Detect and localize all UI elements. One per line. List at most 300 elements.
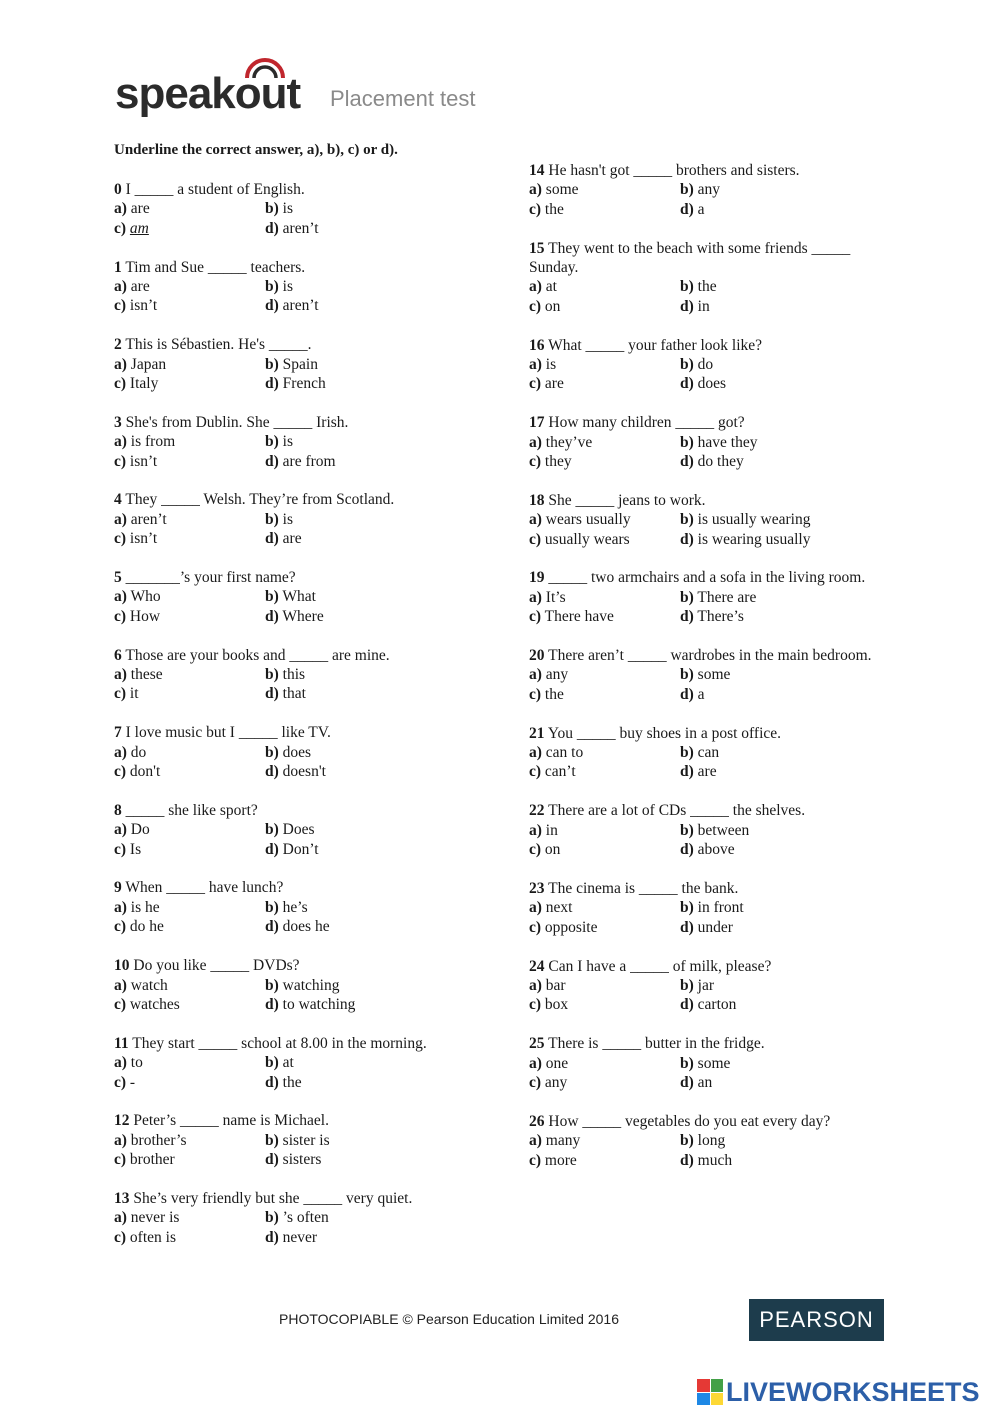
answer-option-b[interactable] xyxy=(265,432,465,451)
answer-option-d[interactable] xyxy=(680,530,880,549)
option-label: a) xyxy=(529,1132,542,1150)
option-text: don't xyxy=(129,763,161,781)
question-prompt: She's from Dublin. She _____ Irish. xyxy=(125,413,349,431)
option-text: Italy xyxy=(129,375,159,393)
option-label: a) xyxy=(114,743,127,761)
answer-options xyxy=(114,510,474,549)
answer-option-b[interactable] xyxy=(680,821,880,840)
answer-option-d[interactable] xyxy=(680,1151,880,1170)
answer-option-c[interactable] xyxy=(114,762,265,781)
answer-option-c[interactable] xyxy=(529,1073,680,1092)
option-label: c) xyxy=(529,608,542,626)
option-label: b) xyxy=(680,899,694,917)
answer-option-d[interactable] xyxy=(265,917,465,936)
question-item xyxy=(114,723,474,781)
answer-option-a[interactable] xyxy=(529,510,680,529)
question-number: 22 xyxy=(529,802,545,820)
answer-option-b[interactable] xyxy=(680,665,880,684)
answer-option-c[interactable] xyxy=(529,685,680,704)
option-label: b) xyxy=(680,278,694,296)
answer-option-c[interactable] xyxy=(114,452,265,471)
option-label: a) xyxy=(529,744,542,762)
option-label: d) xyxy=(265,219,279,237)
answer-option-a[interactable] xyxy=(529,898,680,917)
answer-option-b[interactable] xyxy=(265,510,465,529)
option-text: next xyxy=(545,899,573,917)
answer-option-c[interactable] xyxy=(529,530,680,549)
option-label: d) xyxy=(265,607,279,625)
answer-options xyxy=(529,433,889,472)
answer-option-d[interactable] xyxy=(265,1073,465,1092)
option-text: is from xyxy=(130,433,176,451)
option-label: a) xyxy=(529,976,542,994)
answer-option-a[interactable] xyxy=(529,821,680,840)
option-text: Who xyxy=(130,588,161,606)
question-prompt: Do you like _____ DVDs? xyxy=(133,957,300,975)
question-number: 9 xyxy=(114,879,122,897)
question-item xyxy=(114,878,474,936)
answer-option-b[interactable] xyxy=(265,587,465,606)
option-text: can to xyxy=(545,744,584,762)
answer-option-d[interactable] xyxy=(265,840,465,859)
watermark-text: LIVEWORKSHEETS xyxy=(726,1376,980,1407)
answer-options xyxy=(529,510,889,549)
option-text: these xyxy=(130,666,163,684)
answer-option-b[interactable] xyxy=(680,510,880,529)
question-prompt: She’s very friendly but she _____ very quiet. xyxy=(133,1189,413,1207)
answer-option-a[interactable] xyxy=(114,1131,265,1150)
answer-option-b[interactable] xyxy=(680,1054,880,1073)
answer-option-d[interactable] xyxy=(680,840,880,859)
answer-option-c[interactable] xyxy=(114,840,265,859)
option-text: a xyxy=(697,200,705,218)
answer-option-d[interactable] xyxy=(680,607,880,626)
answer-option-a[interactable] xyxy=(529,433,680,452)
answer-option-a[interactable] xyxy=(114,976,265,995)
option-label: c) xyxy=(114,918,127,936)
answer-options xyxy=(114,665,474,704)
question-text xyxy=(114,1034,474,1053)
answer-option-a[interactable] xyxy=(114,665,265,684)
answer-option-b[interactable] xyxy=(680,277,880,296)
answer-option-c[interactable] xyxy=(529,918,680,937)
question-text xyxy=(529,801,889,820)
question-prompt: I _____ a student of English. xyxy=(125,181,305,198)
option-label: b) xyxy=(265,666,279,684)
option-label: d) xyxy=(265,1228,279,1246)
option-label: a) xyxy=(529,356,542,374)
answer-option-c[interactable] xyxy=(529,374,680,393)
option-label: b) xyxy=(680,433,694,451)
option-text: any xyxy=(697,181,721,199)
option-text: never xyxy=(282,1228,318,1246)
answer-option-a[interactable] xyxy=(529,1131,680,1150)
answer-option-a[interactable] xyxy=(114,432,265,451)
answer-option-d[interactable] xyxy=(680,200,880,219)
option-text: Don’t xyxy=(282,840,319,858)
option-label: d) xyxy=(265,840,279,858)
option-text: bar xyxy=(545,976,566,994)
option-label: c) xyxy=(529,841,542,859)
answer-options xyxy=(114,1131,474,1170)
option-text: at xyxy=(282,1054,294,1072)
option-label: a) xyxy=(114,976,127,994)
answer-option-c[interactable] xyxy=(529,297,680,316)
option-label: a) xyxy=(114,278,127,296)
question-number: 26 xyxy=(529,1112,545,1130)
question-number: 3 xyxy=(114,413,122,431)
answer-option-b[interactable] xyxy=(680,180,880,199)
answer-option-d[interactable] xyxy=(265,684,465,703)
question-item xyxy=(529,724,889,782)
option-label: a) xyxy=(114,355,127,373)
option-label: a) xyxy=(529,278,542,296)
answer-option-a[interactable] xyxy=(114,277,265,296)
answer-option-c[interactable] xyxy=(114,1073,265,1092)
option-label: a) xyxy=(114,1209,127,1227)
answer-option-d[interactable] xyxy=(265,452,465,471)
answer-option-d[interactable] xyxy=(265,219,465,238)
answer-option-d[interactable] xyxy=(680,685,880,704)
answer-option-a[interactable] xyxy=(529,277,680,296)
question-number: 8 xyxy=(114,801,122,819)
question-number: 10 xyxy=(114,957,130,975)
answer-option-c[interactable] xyxy=(114,607,265,626)
option-label: d) xyxy=(265,918,279,936)
answer-option-d[interactable] xyxy=(265,762,465,781)
answer-option-d[interactable] xyxy=(265,374,465,393)
answer-option-d[interactable] xyxy=(680,1073,880,1092)
answer-option-b[interactable] xyxy=(680,588,880,607)
option-label: d) xyxy=(265,995,279,1013)
answer-option-b[interactable] xyxy=(680,898,880,917)
option-label: c) xyxy=(114,452,127,470)
answer-option-d[interactable] xyxy=(680,918,880,937)
option-text: brother xyxy=(129,1151,175,1169)
option-label: a) xyxy=(529,666,542,684)
question-text xyxy=(114,258,474,277)
answer-option-b[interactable] xyxy=(265,1053,465,1072)
option-text: are xyxy=(697,763,717,781)
answer-option-d[interactable] xyxy=(265,995,465,1014)
option-text: is wearing usually xyxy=(697,530,811,548)
answer-option-b[interactable] xyxy=(680,743,880,762)
answer-option-c[interactable] xyxy=(529,452,680,471)
option-text: aren’t xyxy=(282,297,319,315)
option-text: watches xyxy=(129,995,180,1013)
option-label: d) xyxy=(680,530,694,548)
answer-option-d[interactable] xyxy=(265,1150,465,1169)
option-label: b) xyxy=(265,588,279,606)
answer-options xyxy=(114,199,474,238)
option-label: c) xyxy=(529,763,542,781)
option-label: d) xyxy=(265,763,279,781)
option-label: a) xyxy=(529,511,542,529)
answer-options xyxy=(114,820,474,859)
option-label: c) xyxy=(529,453,542,471)
option-label: d) xyxy=(680,297,694,315)
question-prompt: There aren’t _____ wardrobes in the main bedroom. xyxy=(548,647,872,665)
answer-option-c[interactable] xyxy=(529,200,680,219)
answer-option-d[interactable] xyxy=(265,607,465,626)
question-item xyxy=(529,491,889,549)
question-text xyxy=(114,956,474,975)
question-number: 0 xyxy=(114,181,122,198)
option-text: There have xyxy=(544,608,614,626)
option-text: the xyxy=(544,685,564,703)
answer-option-c[interactable] xyxy=(529,1151,680,1170)
option-label: c) xyxy=(529,375,542,393)
answer-options xyxy=(114,355,474,394)
option-text: some xyxy=(697,1054,731,1072)
option-text: Is xyxy=(129,840,142,858)
answer-option-d[interactable] xyxy=(265,1228,465,1247)
option-text: between xyxy=(697,821,750,839)
answer-option-b[interactable] xyxy=(680,355,880,374)
answer-option-c[interactable] xyxy=(114,1228,265,1247)
question-number: 13 xyxy=(114,1189,130,1207)
question-text xyxy=(114,413,474,432)
option-text: on xyxy=(544,297,561,315)
option-label: a) xyxy=(529,1054,542,1072)
answer-option-b[interactable] xyxy=(265,1208,465,1227)
question-number: 17 xyxy=(529,414,545,432)
option-label: d) xyxy=(265,685,279,703)
option-text: do he xyxy=(129,918,164,936)
answer-option-c[interactable] xyxy=(114,684,265,703)
answer-option-a[interactable] xyxy=(114,1053,265,1072)
option-text: isn’t xyxy=(129,452,158,470)
option-text: are xyxy=(544,375,564,393)
option-text: never is xyxy=(130,1209,180,1227)
question-number: 24 xyxy=(529,957,545,975)
answer-option-b[interactable] xyxy=(265,277,465,296)
option-text: box xyxy=(544,996,569,1014)
option-label: d) xyxy=(680,918,694,936)
option-label: d) xyxy=(680,996,694,1014)
answer-option-a[interactable] xyxy=(529,1054,680,1073)
option-text: There are xyxy=(697,588,757,606)
option-text: does he xyxy=(282,918,330,936)
answer-option-c[interactable] xyxy=(114,296,265,315)
question-prompt: You _____ buy shoes in a post office. xyxy=(547,724,782,742)
option-text: in xyxy=(545,821,558,839)
answer-option-a[interactable] xyxy=(529,976,680,995)
option-label: c) xyxy=(529,996,542,1014)
option-label: c) xyxy=(529,918,542,936)
answer-option-d[interactable] xyxy=(265,296,465,315)
option-label: b) xyxy=(265,510,279,528)
answer-option-a[interactable] xyxy=(114,820,265,839)
option-text: can xyxy=(697,744,720,762)
answer-option-b[interactable] xyxy=(680,1131,880,1150)
answer-option-a[interactable] xyxy=(114,510,265,529)
question-item xyxy=(529,568,889,626)
option-text: they xyxy=(544,453,572,471)
answer-option-d[interactable] xyxy=(680,995,880,1014)
answer-option-b[interactable] xyxy=(265,820,465,839)
question-text xyxy=(529,724,889,743)
question-item xyxy=(114,646,474,704)
answer-option-a[interactable] xyxy=(529,355,680,374)
answer-option-c[interactable] xyxy=(114,917,265,936)
answer-options xyxy=(529,743,889,782)
answer-option-b[interactable] xyxy=(680,433,880,452)
option-text: are xyxy=(282,530,302,548)
answer-option-a[interactable] xyxy=(114,355,265,374)
question-text xyxy=(529,413,889,432)
question-number: 5 xyxy=(114,569,122,587)
question-text xyxy=(114,723,474,742)
question-text xyxy=(529,879,889,898)
question-number: 20 xyxy=(529,647,545,665)
option-label: d) xyxy=(680,1151,694,1169)
option-text: usually wears xyxy=(544,530,630,548)
answer-option-c[interactable] xyxy=(529,762,680,781)
question-prompt: The cinema is _____ the bank. xyxy=(548,879,739,897)
option-label: c) xyxy=(114,607,127,625)
question-item xyxy=(114,1034,474,1092)
answer-option-d[interactable] xyxy=(680,297,880,316)
option-text: are xyxy=(130,278,150,296)
option-label: c) xyxy=(529,1151,542,1169)
option-text: are from xyxy=(282,452,336,470)
answer-option-d[interactable] xyxy=(680,452,880,471)
answer-option-c[interactable] xyxy=(114,374,265,393)
answer-option-b[interactable] xyxy=(265,355,465,374)
instruction: Underline the correct answer, a), b), c) or d). xyxy=(114,142,398,158)
page-subtitle: Placement test xyxy=(330,86,476,111)
answer-options xyxy=(529,355,889,394)
answer-option-d[interactable] xyxy=(265,529,465,548)
option-text: the xyxy=(282,1073,302,1091)
answer-options xyxy=(114,898,474,937)
option-text: they’ve xyxy=(545,433,593,451)
question-item xyxy=(114,258,474,316)
answer-option-b[interactable] xyxy=(265,976,465,995)
option-label: c) xyxy=(114,763,127,781)
option-label: b) xyxy=(680,821,694,839)
option-text: in front xyxy=(697,899,744,917)
answer-options xyxy=(529,588,889,627)
option-text: he’s xyxy=(282,898,308,916)
answer-option-a[interactable] xyxy=(114,199,265,218)
answer-options xyxy=(529,180,889,219)
answer-option-c[interactable] xyxy=(529,607,680,626)
option-label: d) xyxy=(265,297,279,315)
option-text: at xyxy=(545,278,557,296)
option-text: aren’t xyxy=(282,219,319,237)
question-item xyxy=(114,180,474,238)
question-number: 6 xyxy=(114,646,122,664)
option-label: b) xyxy=(265,976,279,994)
answer-option-a[interactable] xyxy=(114,743,265,762)
answer-option-d[interactable] xyxy=(680,374,880,393)
question-number: 21 xyxy=(529,724,545,742)
question-text xyxy=(529,568,889,587)
speakout-logo xyxy=(115,58,325,120)
question-prompt: _____ she like sport? xyxy=(125,801,258,819)
answer-option-b[interactable] xyxy=(265,898,465,917)
question-item xyxy=(529,646,889,704)
question-text xyxy=(529,1112,889,1131)
answer-options xyxy=(114,1053,474,1092)
option-text: any xyxy=(545,666,569,684)
question-text xyxy=(114,878,474,897)
option-text: an xyxy=(697,1073,713,1091)
option-label: b) xyxy=(680,1054,694,1072)
option-text: Where xyxy=(282,607,324,625)
question-number: 23 xyxy=(529,879,545,897)
question-text xyxy=(529,1034,889,1053)
option-label: d) xyxy=(680,453,694,471)
option-label: d) xyxy=(680,1073,694,1091)
answer-options xyxy=(114,432,474,471)
answer-option-a[interactable] xyxy=(114,898,265,917)
answer-options xyxy=(529,1131,889,1170)
answer-option-a[interactable] xyxy=(529,743,680,762)
question-text xyxy=(114,490,474,509)
answer-option-a[interactable] xyxy=(114,587,265,606)
answer-option-c[interactable] xyxy=(529,840,680,859)
answer-option-c[interactable] xyxy=(114,995,265,1014)
question-prompt: How many children _____ got? xyxy=(548,414,745,432)
option-label: b) xyxy=(265,898,279,916)
question-number: 15 xyxy=(529,239,545,257)
option-text: opposite xyxy=(544,918,598,936)
question-text xyxy=(114,568,474,587)
answer-option-a[interactable] xyxy=(529,588,680,607)
answer-option-a[interactable] xyxy=(529,180,680,199)
question-item xyxy=(529,413,889,471)
option-text: the xyxy=(544,200,564,218)
answer-option-d[interactable] xyxy=(680,762,880,781)
answer-option-b[interactable] xyxy=(680,976,880,995)
option-text: many xyxy=(545,1132,581,1150)
option-label: b) xyxy=(265,1054,279,1072)
question-item xyxy=(529,161,889,219)
question-item xyxy=(114,801,474,859)
pearson-logo: PEARSON xyxy=(749,1299,884,1341)
answer-option-a[interactable] xyxy=(114,1208,265,1227)
answer-option-b[interactable] xyxy=(265,665,465,684)
option-text: Do xyxy=(130,821,150,839)
option-label: c) xyxy=(114,685,127,703)
option-text: to watching xyxy=(282,995,356,1013)
option-label: b) xyxy=(265,821,279,839)
question-prompt: I love music but I _____ like TV. xyxy=(125,724,331,742)
answer-options xyxy=(529,1054,889,1093)
answer-option-b[interactable] xyxy=(265,743,465,762)
answer-option-a[interactable] xyxy=(529,665,680,684)
option-text: in xyxy=(697,297,710,315)
logo-text: speakout xyxy=(115,69,301,118)
answer-option-b[interactable] xyxy=(265,1131,465,1150)
question-item xyxy=(529,239,889,317)
question-prompt: When _____ have lunch? xyxy=(125,879,284,897)
question-prompt: There is _____ butter in the fridge. xyxy=(548,1035,765,1053)
answer-option-c[interactable] xyxy=(114,219,265,238)
copyright-notice: PHOTOCOPIABLE © Pearson Education Limited 2016 xyxy=(279,1311,620,1327)
option-label: c) xyxy=(114,530,127,548)
answer-option-c[interactable] xyxy=(529,995,680,1014)
answer-option-b[interactable] xyxy=(265,199,465,218)
option-text: is xyxy=(282,278,294,296)
answer-option-c[interactable] xyxy=(114,529,265,548)
option-text: sister is xyxy=(282,1131,330,1149)
answer-option-c[interactable] xyxy=(114,1150,265,1169)
question-item xyxy=(114,956,474,1014)
